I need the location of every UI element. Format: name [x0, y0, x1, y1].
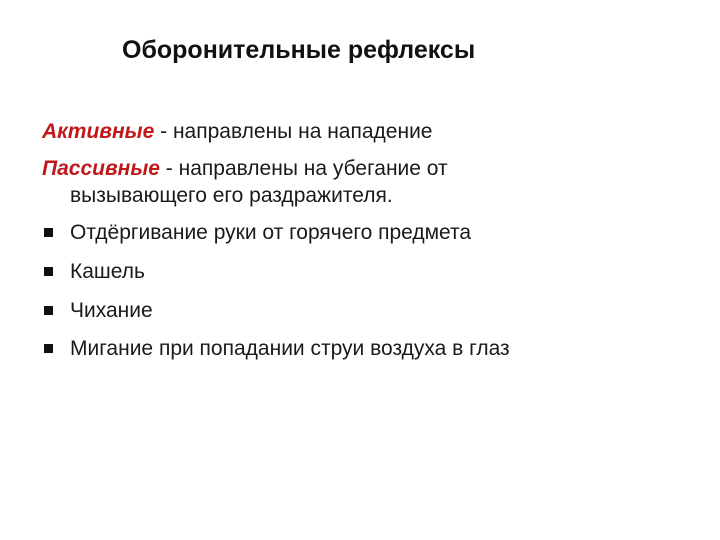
list-item-text: Чихание [70, 298, 153, 322]
list-item-text: Мигание при попадании струи воздуха в глаз [70, 337, 510, 361]
definition-text-passive: - направлены на убегание от [159, 156, 448, 180]
slide-content [42, 118, 602, 374]
examples-list [42, 219, 602, 363]
list-item-text: Отдёргивание руки от горячего предмета [70, 221, 472, 245]
list-item [42, 335, 602, 363]
list-item-text: Кашель [70, 259, 145, 283]
square-bullet-icon [44, 344, 53, 353]
square-bullet-icon [44, 228, 53, 237]
list-item [42, 297, 602, 325]
definition-passive [42, 155, 602, 210]
definition-term-active: Активные [42, 120, 155, 143]
definition-text-active: - направлены на нападение [154, 120, 433, 143]
slide-title: Оборонительные рефлексы [122, 36, 476, 64]
definition-active [42, 118, 602, 146]
definition-continuation-passive: вызывающего его раздражителя. [70, 184, 393, 208]
list-item [42, 258, 602, 286]
square-bullet-icon [44, 267, 53, 276]
list-item [42, 219, 602, 247]
definition-term-passive: Пассивные [42, 156, 160, 180]
square-bullet-icon [44, 306, 53, 315]
